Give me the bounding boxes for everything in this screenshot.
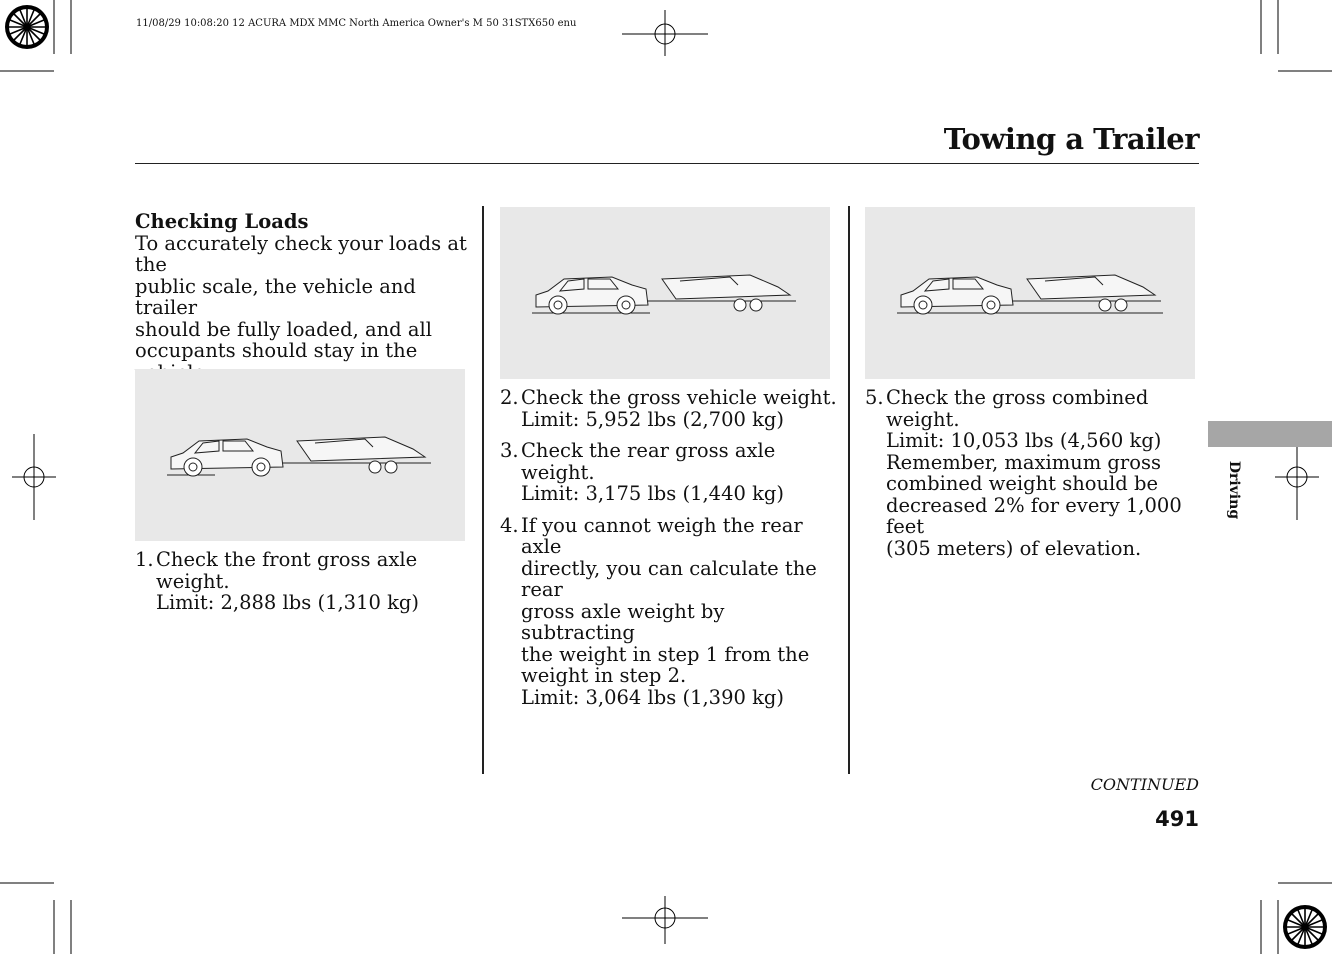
page-title: Towing a Trailer: [943, 122, 1199, 156]
step-limit: Limit: 5,952 lbs (2,700 kg): [521, 407, 785, 431]
section-heading: Checking Loads: [135, 210, 309, 233]
step-text: gross axle weight by subtracting: [521, 599, 725, 644]
step-list-col2: [500, 387, 840, 708]
column-divider: [482, 206, 484, 774]
step-number: 5.: [865, 386, 884, 409]
step-text: combined weight should be: [886, 472, 1159, 495]
step-item: [500, 515, 840, 709]
step-limit: Limit: 3,175 lbs (1,440 kg): [521, 482, 785, 505]
intro-line: To accurately check your loads at the: [135, 231, 467, 276]
step-item: [500, 440, 840, 505]
page-number: 491: [1155, 807, 1199, 831]
header-rule: [135, 163, 1199, 164]
step-limit: Limit: 3,064 lbs (1,390 kg): [521, 685, 785, 709]
figure-front-axle-weigh: [135, 369, 465, 541]
step-text: Check the rear gross axle weight.: [521, 439, 776, 484]
suv-towing-boat-illustration: [135, 369, 465, 541]
step-text: Check the front gross axle weight.: [156, 548, 418, 593]
column-divider: [848, 206, 850, 774]
step-text: decreased 2% for every 1,000 feet: [886, 493, 1182, 538]
suv-towing-boat-illustration: [500, 207, 830, 379]
step-number: 2.: [500, 386, 519, 409]
step-list-col3: [865, 387, 1205, 559]
step-limit: Limit: 2,888 lbs (1,310 kg): [156, 591, 420, 614]
step-item: [865, 387, 1205, 559]
step-text: Check the gross vehicle weight.: [521, 386, 837, 409]
step-limit: Limit: 10,053 lbs (4,560 kg): [886, 429, 1162, 452]
section-tab: [1208, 421, 1332, 447]
step-text: the weight in step 1 from the: [521, 642, 810, 666]
step-text: Check the gross combined weight.: [886, 386, 1149, 431]
step-number: 4.: [500, 513, 519, 537]
step-text: weight in step 2.: [521, 664, 687, 687]
step-number: 3.: [500, 439, 519, 462]
step-text: Remember, maximum gross: [886, 450, 1161, 474]
step-text: directly, you can calculate the rear: [521, 556, 817, 601]
print-slug: 11/08/29 10:08:20 12 ACURA MDX MMC North America Owner's M 50 31STX650 enu: [136, 18, 577, 29]
step-item: [135, 549, 475, 614]
intro-line: should be fully loaded, and all: [135, 317, 432, 341]
step-item: [500, 387, 840, 430]
step-number: 1.: [135, 548, 154, 571]
continued-label: CONTINUED: [1090, 775, 1199, 794]
figure-gross-combined-weigh: [865, 207, 1195, 379]
step-list-col1: [135, 549, 475, 614]
intro-line: public scale, the vehicle and trailer: [135, 274, 416, 319]
step-text: (305 meters) of elevation.: [886, 536, 1142, 560]
intro-line: occupants should stay in the: [135, 339, 418, 362]
step-text: If you cannot weigh the rear axle: [521, 513, 803, 558]
suv-towing-boat-illustration: [865, 207, 1195, 379]
figure-gross-vehicle-weigh: [500, 207, 830, 379]
section-tab-label: Driving: [1226, 460, 1242, 520]
